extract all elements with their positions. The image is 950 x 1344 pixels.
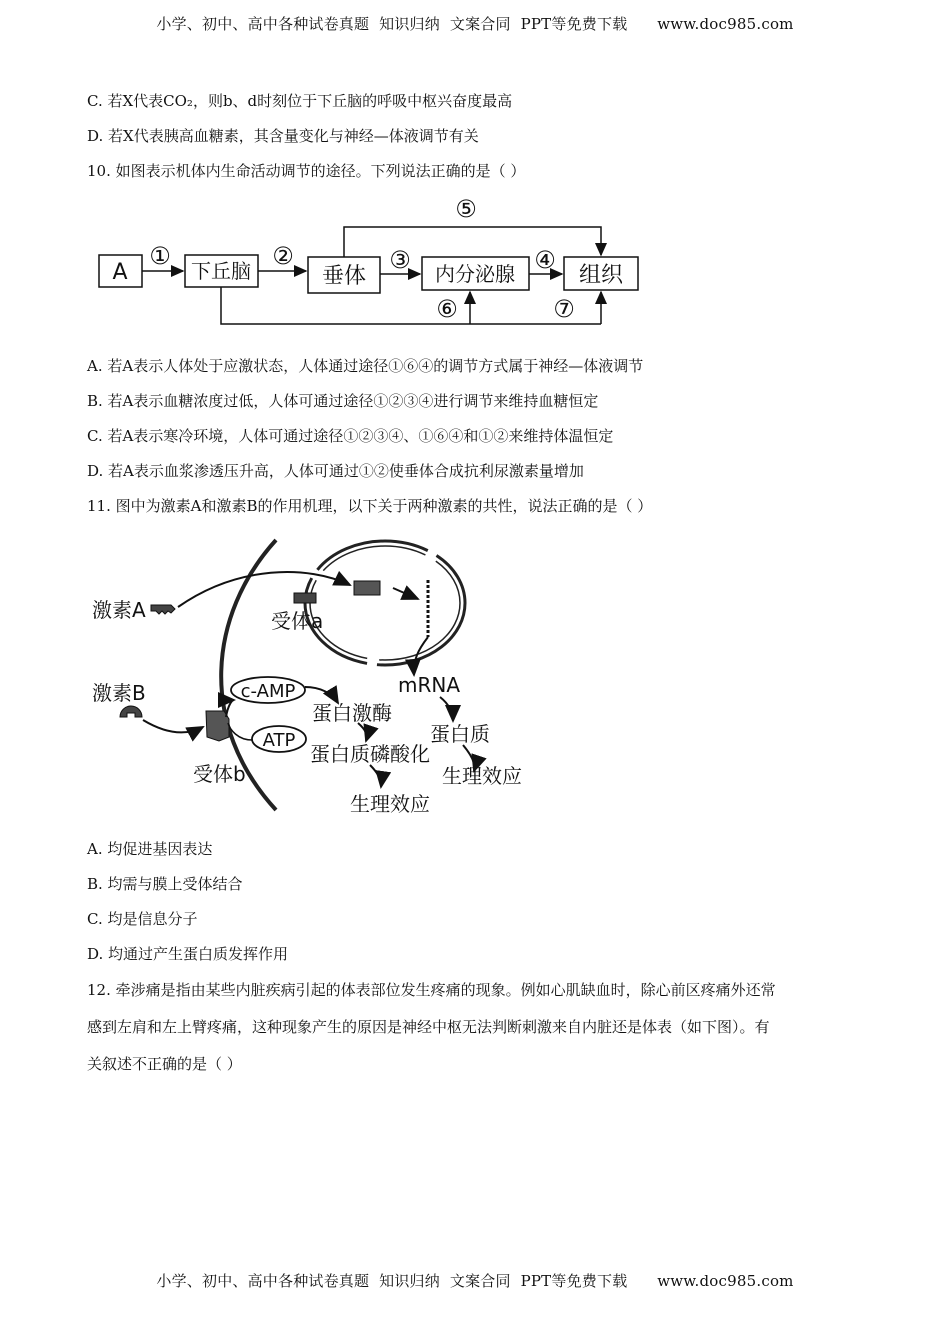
hormone-b-label: 激素B <box>92 681 146 705</box>
path-5-label: ⑤ <box>455 195 477 223</box>
q12-line-2: 感到左肩和左上臂疼痛，这种现象产生的原因是神经中枢无法判断刺激来自内脏还是体表（如下图）。有 <box>87 1018 770 1036</box>
nucleus-outer <box>305 541 465 665</box>
path-1-label: ① <box>149 242 171 270</box>
effect-left-label: 生理效应 <box>350 792 430 816</box>
box-endocrine-label: 内分泌腺 <box>435 262 515 286</box>
hormone-a-path <box>178 572 350 607</box>
protein-kinase-label: 蛋白激酶 <box>312 701 392 725</box>
path-6-label: ⑥ <box>436 295 458 323</box>
receptor-a-label: 受体a <box>271 609 324 633</box>
path-2-label: ② <box>272 242 294 270</box>
atp-label: ATP <box>262 730 296 751</box>
hormone-b-path <box>143 720 203 732</box>
effect-right-label: 生理效应 <box>442 764 522 788</box>
q10-regulation-diagram <box>90 190 660 335</box>
q11-hormone-mechanism-diagram <box>88 535 538 825</box>
q11-option-b: B. 均需与膜上受体结合 <box>87 875 243 893</box>
path-7-label: ⑦ <box>553 295 575 323</box>
q11-option-a: A. 均促进基因表达 <box>87 840 213 858</box>
q12-line-1: 12. 牵涉痛是指由某些内脏疾病引起的体表部位发生疼痛的现象。例如心肌缺血时，除心前区疼痛外还常 <box>87 981 776 999</box>
mrna-label: mRNA <box>398 673 461 697</box>
q11-option-d: D. 均通过产生蛋白质发挥作用 <box>87 945 289 963</box>
page-header: 小学、初中、高中各种试卷真题 知识归纳 文案合同 PPT等免费下载 www.doc985.com <box>156 15 794 33</box>
q10-option-b: B. 若A表示血糖浓度过低，人体可通过途径①②③④进行调节来维持血糖恒定 <box>87 392 599 410</box>
q12-line-3: 关叙述不正确的是（ ） <box>87 1055 242 1073</box>
q11-option-c: C. 均是信息分子 <box>87 910 198 928</box>
receptor-a-shape <box>294 593 316 603</box>
complex-a-shape <box>354 581 380 595</box>
receptor-b-label: 受体b <box>193 762 246 786</box>
protein-label: 蛋白质 <box>430 722 490 746</box>
hormone-a-label: 激素A <box>92 598 146 622</box>
hormone-b-shape <box>120 706 142 717</box>
box-a-label: A <box>112 260 128 285</box>
page-footer: 小学、初中、高中各种试卷真题 知识归纳 文案合同 PPT等免费下载 www.doc985.com <box>156 1272 794 1290</box>
arrow-6-7-base <box>221 287 601 324</box>
q10-option-a: A. 若A表示人体处于应激状态，人体通过途径①⑥④的调节方式属于神经—体液调节 <box>87 357 644 375</box>
hormone-a-shape <box>151 605 175 614</box>
q10-option-c: C. 若A表示寒冷环境，人体可通过途径①②③④、①⑥④和①②来维持体温恒定 <box>87 427 614 445</box>
camp-label: c-AMP <box>240 681 296 702</box>
q9-option-d: D. 若X代表胰高血糖素，其含量变化与神经—体液调节有关 <box>87 127 479 145</box>
box-hypothalamus-label: 下丘脑 <box>191 259 251 283</box>
path-4-label: ④ <box>534 246 556 274</box>
q10-stem: 10. 如图表示机体内生命活动调节的途径。下列说法正确的是（ ） <box>87 162 526 180</box>
q9-option-c: C. 若X代表CO₂，则b、d时刻位于下丘脑的呼吸中枢兴奋度最高 <box>87 92 513 110</box>
path-3-label: ③ <box>389 246 411 274</box>
box-tissue-label: 组织 <box>578 263 624 288</box>
phosphorylation-label: 蛋白质磷酸化 <box>310 742 430 766</box>
arrow-5 <box>344 227 601 257</box>
q10-option-d: D. 若A表示血浆渗透压升高，人体可通过①②使垂体合成抗利尿激素量增加 <box>87 462 584 480</box>
complex-to-dna-arrow <box>393 588 418 599</box>
nucleus-inner <box>310 546 460 660</box>
q11-stem: 11. 图中为激素A和激素B的作用机理，以下关于两种激素的共性，说法正确的是（ ） <box>87 497 653 515</box>
box-pituitary-label: 垂体 <box>321 264 367 289</box>
